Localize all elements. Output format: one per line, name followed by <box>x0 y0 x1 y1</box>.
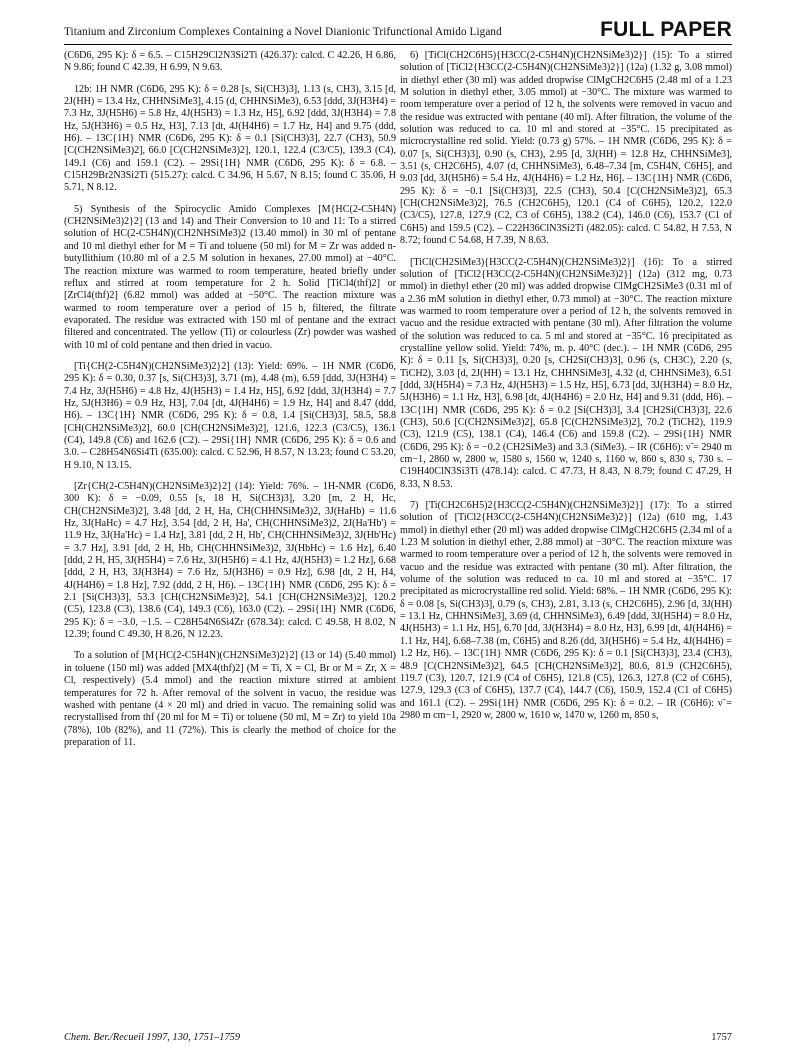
journal-citation: Chem. Ber./Recueil 1997, 130, 1751–1759 <box>64 1032 241 1043</box>
page-header <box>64 8 732 45</box>
left-paragraph: 5) Synthesis of the Spirocyclic Amido Complexes [M{HC(2-C5H4N)(CH2NSiMe3)2}2] (13 and 14) and Their Conversion to 10 and 11: To a stirred solution of HC(2-C5H4N)(CH2NHSiMe3)2 (13.40 mmol) in 30 ml of pentane and 10 ml diethyl ether for M = Ti and toluene (50 ml) for M = Zr was added n-butyllithium (10.80 ml of a 2.5 M solution in hexanes, 27.00 mmol) at −40°C. The reaction mixture was warmed to room temperature, heated briefly under reflux and stirred at room temperature for 2 h. Solid [TiCl4(thf)2] or [ZrCl4(thf)2] (6.82 mmol) was added at −50°C. The reaction mixture was warmed to room temperature over a period of 15 h, filtered, the filtrate evaporated. The residue was extracted with 150 ml of pentane and the extract filtered and concentrated. The yellow (Ti) or colourless (Zr) powder was washed with 10 ml of cold pentane and then dried in vacuo. <box>64 203 396 351</box>
running-title: Titanium and Zirconium Complexes Containing a Novel Dianionic Trifunctional Amido Ligand <box>64 26 502 38</box>
left-paragraph: [Ti{CH(2-C5H4N)(CH2NSiMe3)2}2] (13): Yield: 69%. – 1H NMR (C6D6, 295 K): δ = 0.30, 0.37 [s, Si(CH3)3], 3.71 (m), 4.48 (m), 6.59 [ddd, 3J(H3H4) = 7.4 Hz, 3J(H5H6) = 4.8 Hz, 4J(H5H3) = 1.4 Hz, H5], 6.92 [ddd, 3J(H3H4) = 7.7 Hz, 5J(H3H6) = 0.9 Hz, H3], 7.04 [dt, 4J(H4H6) = 1.9 Hz, H4] and 8.47 (ddd, H6). – 13C{1H} NMR (C6D6, 295 K): δ = 0.8, 1.4 [Si(CH3)3], 58.5, 58.8 [CH(CH2NSiMe3)2], 60.0 [CH(CH2NSiMe3)2], 121.6, 122.3 (C3/C5), 136.1 (C4), 149.8 (C6) and 162.6 (C2). – 29Si{1H} NMR (C6D6, 295 K): δ = 0.6 and 3.0. – C28H54N6Si4Ti (635.00): calcd. C 52.96, H 8.57, N 13.23; found C 53.20, H 9.10, N 13.15. <box>64 360 396 471</box>
left-paragraph: 12b: 1H NMR (C6D6, 295 K): δ = 0.28 [s, Si(CH3)3], 1.13 (s, CH3), 3.15 [d, 2J(HH) = 13.4 Hz, CHHNSiMe3], 4.15 (d, CHHNSiMe3), 6.53 [ddd, 3J(H3H4) = 7.3 Hz, 3J(H5H6) = 5.8 Hz, 4J(H5H3) = 1.3 Hz, H5], 6.92 [ddd, 3J(H3H4) = 7.8 Hz, 5J(H3H6) = 0.5 Hz, H3], 7.13 [dt, 4J(H4H6) = 1.7 Hz, H4] and 9.75 (ddd, H6). – 13C{1H} NMR (C6D6, 295 K): δ = 0.1 [Si(CH3)3], 22.7 (CH3), 50.9 [C(CH2NSiMe3)2], 66.0 [C(CH2NSiMe3)2], 120.1, 122.4 (C3/C5), 139.3 (C4), 149.1 (C6) and 159.1 (C2). – 29Si{1H} NMR (C6D6, 295 K): δ = 6.8. – C15H29Br2N3Si2Ti (515.27): calcd. C 34.96, H 5.67, N 8.15; found C 35.06, H 5.71, N 8.12. <box>64 83 396 194</box>
left-column <box>64 50 396 749</box>
right-column <box>400 50 732 722</box>
page-footer <box>64 1032 732 1048</box>
left-paragraph: To a solution of [M{HC(2-C5H4N)(CH2NSiMe3)2}2] (13 or 14) (5.40 mmol) in toluene (150 ml) was added [MX4(thf)2] (M = Ti, X = Cl, Br or M = Zr, X = Cl, respectively) (5.4 mmol) and the reaction mixture stirred at ambient temperatures for 72 h. After removal of the solvent in vacuo, the residue was washed with pentane (4 × 20 ml) and dried in vacuo. The remaining solid was recrystallised from thf (20 ml for M = Ti) or toluene (50 ml, M = Zr) to yield 10a (78%), 10b (82%), and 11 (72%). This is clearly the method of choice for the preparation of 11. <box>64 650 396 748</box>
right-paragraph: 7) [Ti(CH2C6H5)2{H3CC(2-C5H4N)(CH2NSiMe3)2}] (17): To a stirred solution of [TiCl2{H3CC(2-C5H4N)(CH2NSiMe3)2}] (12a) (610 mg, 1.43 mmol) in diethyl ether (20 ml) was added dropwise ClMgCH2C6H5 (2.34 ml of a 1.23 M solution in diethyl ether, 2.88 mmol) at −30°C. The reaction mixture was warmed to room temperature over a period of 12 h, the solvents were removed in vacuo and the residue was extracted with pentane (30 ml). After filtration, the volume of the solution was reduced to ca. 10 ml and stored at −35°C. 17 precipitated as microcrystalline red solid. Yield: 68%. – 1H NMR (C6D6, 295 K): δ = 0.08 [s, Si(CH3)3], 0.79 (s, CH3), 2.81, 3.13 (s, CH2C6H5), 2.96 [d, 3J(HH) = 13.1 Hz, CHHNSiMe3], 3.69 (d, CHHNSiMe3), 6.49 [ddd, 3J(H5H4) = 8.0 Hz, 4J(H5H3) = 1.1 Hz, H5], 6.70 [dd, 3J(H3H4) = 8.0 Hz, H3], 6.99 [dt, 4J(H4H6) = 1.1 Hz, H4], 6.68–7.38 (m, C6H5) and 8.26 (dd, 3J(H5H6) = 5.4 Hz, 4J(H4H6) = 1.2 Hz, H6). – 13C{1H} NMR (C6D6, 295 K): δ = 0.1 [Si(CH3)3], 23.4 (CH3), 48.9 [C(CH2NSiMe3)2], 64.5 [CH(CH2NSiMe3)2], 80.6, 81.9 (CH2C6H5), 119.7 (C3), 120.7, 121.9 (C4 of C6H5), 121.8 (C5), 126.3, 127.8 (C2 of C6H5), 127.9, 129.3 (C3 of C6H5), 137.7 (C4), 144.7 (C6), 150.9, 152.4 (C1 of C6H5) and 161.1 (C2). – 29Si{1H} NMR (C6D6, 295 K): δ = 0.2. – IR (C6H6): ν̃ = 2980 m cm−1, 2920 w, 2800 w, 1610 w, 1470 w, 1260 m, 850 s, <box>400 500 732 721</box>
left-paragraph: [Zr{CH(2-C5H4N)(CH2NSiMe3)2}2] (14): Yield: 76%. – 1H-NMR (C6D6, 300 K): δ = −0.09, 0.55 [s, 18 H, Si(CH3)3], 3.20 [m, 2 H, Hc, CH(CH2NSiMe3)2], 3.48 [dd, 2 H, Ha, CH(CHHNSiMe3)2, 3J(HaHb) = 11.6 Hz, 3J(HaHc) = 4.7 Hz], 3.54 [dd, 2 H, Ha', CH(CHHNSiMe3)2, 2J(Ha'Hb') = 11.9 Hz, 3J(Ha'Hc) = 1.4 Hz], 3.81 [dd, 2 H, Hb', CH(CHHNSiMe3)2, 3J(Hb'Hc) = 3.7 Hz], 3.91 [dd, 2 H, Hb, CH(CHHNSiMe3)2, 3J(HbHc) = 1.6 Hz], 6.40 [ddd, 2 H, H5, 3J(H5H4) = 7.6 Hz, 3J(H5H6) = 4.1 Hz, 4J(H5H3) = 1.2 Hz], 6.68 [ddd, 2 H, H3, 3J(H3H4) = 7.6 Hz, 5J(H3H6) = 0.9 Hz], 6.98 [dt, 2 H, H4, 4J(H4H6) = 1.8 Hz], 7.92 (ddd, 2 H, H6). – 13C{1H} NMR (C6D6, 295 K): δ = 2.1 [Si(CH3)3], 53.3 [CH(CH2NSiMe3)2], 54.1 [CH(CH2NSiMe3)2], 120.2 (C5), 123.8 (C3), 138.6 (C4), 149.3 (C6), 163.0 (C2). – 29Si{1H} NMR (C6D6, 295 K): δ = −3.0, −1.5. – C28H54N6Si4Zr (678.34): calcd. C 49.58, H 8.02, N 12.39; found C 49.30, H 8.26, N 12.23. <box>64 481 396 641</box>
full-paper-badge: FULL PAPER <box>600 18 732 41</box>
right-paragraph: [TiCl(CH2SiMe3){H3CC(2-C5H4N)(CH2NSiMe3)2}] (16): To a stirred solution of [TiCl2{H3CC(2-C5H4N)(CH2NSiMe3)2}] (12a) (312 mg, 0.73 mmol) in diethyl ether (20 ml) was added dropwise ClMgCH2SiMe3 (0.31 ml of a 2.36 mM solution in diethyl ether, 0.73 mmol) at −30°C. The reaction mixture was warmed to room temperature over a period of 12 h, the solvents removed in vacuo and the residue extracted with pentane (30 ml). After filtration the volume of the solution was reduced to ca. 5 ml and stored at −35°C. 16 precipitated as crystalline yellow solid. Yield: 74%, m. p. 40°C (dec.). – 1H NMR (C6D6, 295 K): δ = 0.11 [s, Si(CH3)3], 0.20 [s, CH2Si(CH3)3], 0.96 (s, CH3C), 2.20 (s, TiCH2), 3.03 [d, 2J(HH) = 13.1 Hz, CHHNSiMe3], 4.32 (d, CHHNSiMe3), 6.51 [ddd, 3J(H5H4) = 7.3 Hz, 4J(H5H3) = 1.5 Hz, H5], 6.73 [dd, 3J(H3H4) = 8.0 Hz, 5J(H3H6) = 1.1 Hz, H3], 6.98 [dt, 4J(H4H6) = 2.0 Hz, H4] and 9.31 (ddd, H6). – 13C{1H} NMR (C6D6, 295 K): δ = 0.2 [Si(CH3)3], 3.4 [CH2Si(CH3)3], 22.6 (CH3), 50.6 [C(CH2NSiMe3)2], 65.8 [C(CH2NSiMe3)2], 70.2 (TiCH2), 119.9 (C3), 121.9 (C5), 138.1 (C4), 146.4 (C6) and 159.8 (C2). – 29Si{1H} NMR (C6D6, 295 K): δ = −0.2 (CH2SiMe3) and 3.3 (SiMe3). – IR (C6H6): ν̃ = 2940 m cm−1, 2860 w, 2800 w, 1580 s, 1560 w, 1240 s, 1160 w, 860 s, 830 s, 730 s. – C19H40ClN3Si3Ti (478.14): calcd. C 47.73, H 8.43, N 8.79; found C 47.29, H 8.33, N 8.53. <box>400 256 732 490</box>
page-number: 1757 <box>711 1032 732 1043</box>
left-paragraph: (C6D6, 295 K): δ = 6.5. – C15H29Cl2N3Si2Ti (426.37): calcd. C 42.26, H 6.86, N 9.86; found C 42.39, H 6.99, N 9.63. <box>64 50 396 74</box>
right-paragraph: 6) [TiCl(CH2C6H5){H3CC(2-C5H4N)(CH2NSiMe3)2}] (15): To a stirred solution of [TiCl2{H3CC(2-C5H4N)(CH2NSiMe3)2}] (12a) (1.32 g, 3.08 mmol) in diethyl ether (30 ml) was added dropwise ClMgCH2C6H5 (2.48 ml of a 1.23 M solution in diethyl ether, 3.05 mmol) at −30°C. The mixture was warmed to room temperature over a period of 12 h, the solvents were removed in vacuo and the residue was extracted with pentane (40 ml). After filtration, the volume of the solution was reduced to ca. 10 ml and stored at −35°C. 15 precipitated as microcrystalline red solid. Yield: (0.73 g) 57%. – 1H NMR (C6D6, 295 K): δ = 0.07 [s, Si(CH3)3], 0.90 (s, CH3), 2.95 [d, 3J(HH) = 12.8 Hz, CHHNSiMe3], 3.51 (s, CH2C6H5), 4.07 (d, CHHNSiMe3), 6.48–7.34 [m, C5H4N, C6H5], and 9.03 [dd, 3J(H5H6) = 5.4 Hz, 4J(H4H6) = 1.2 Hz, H6]. – 13C{1H} NMR (C6D6, 295 K): δ = −0.1 [Si(CH3)3], 22.5 (CH3), 50.4 [C(CH2NSiMe3)2], 65.3 [CH(CH2NSiMe3)2], 76.5 (CH2C6H5), 120.1 (C4 of C6H5), 120.2, 122.0 (C3/C5), 127.8, 127.9 (C2, C3 of C6H5), 138.2 (C4), 146.0 (C6), 153.7 (C1 of C6H5) and 159.5 (C2). – C22H36ClN3Si2Ti (482.05): calcd. C 54.82, H 7.53, N 8.72; found C 54.68, H 7.39, N 8.63. <box>400 50 732 247</box>
